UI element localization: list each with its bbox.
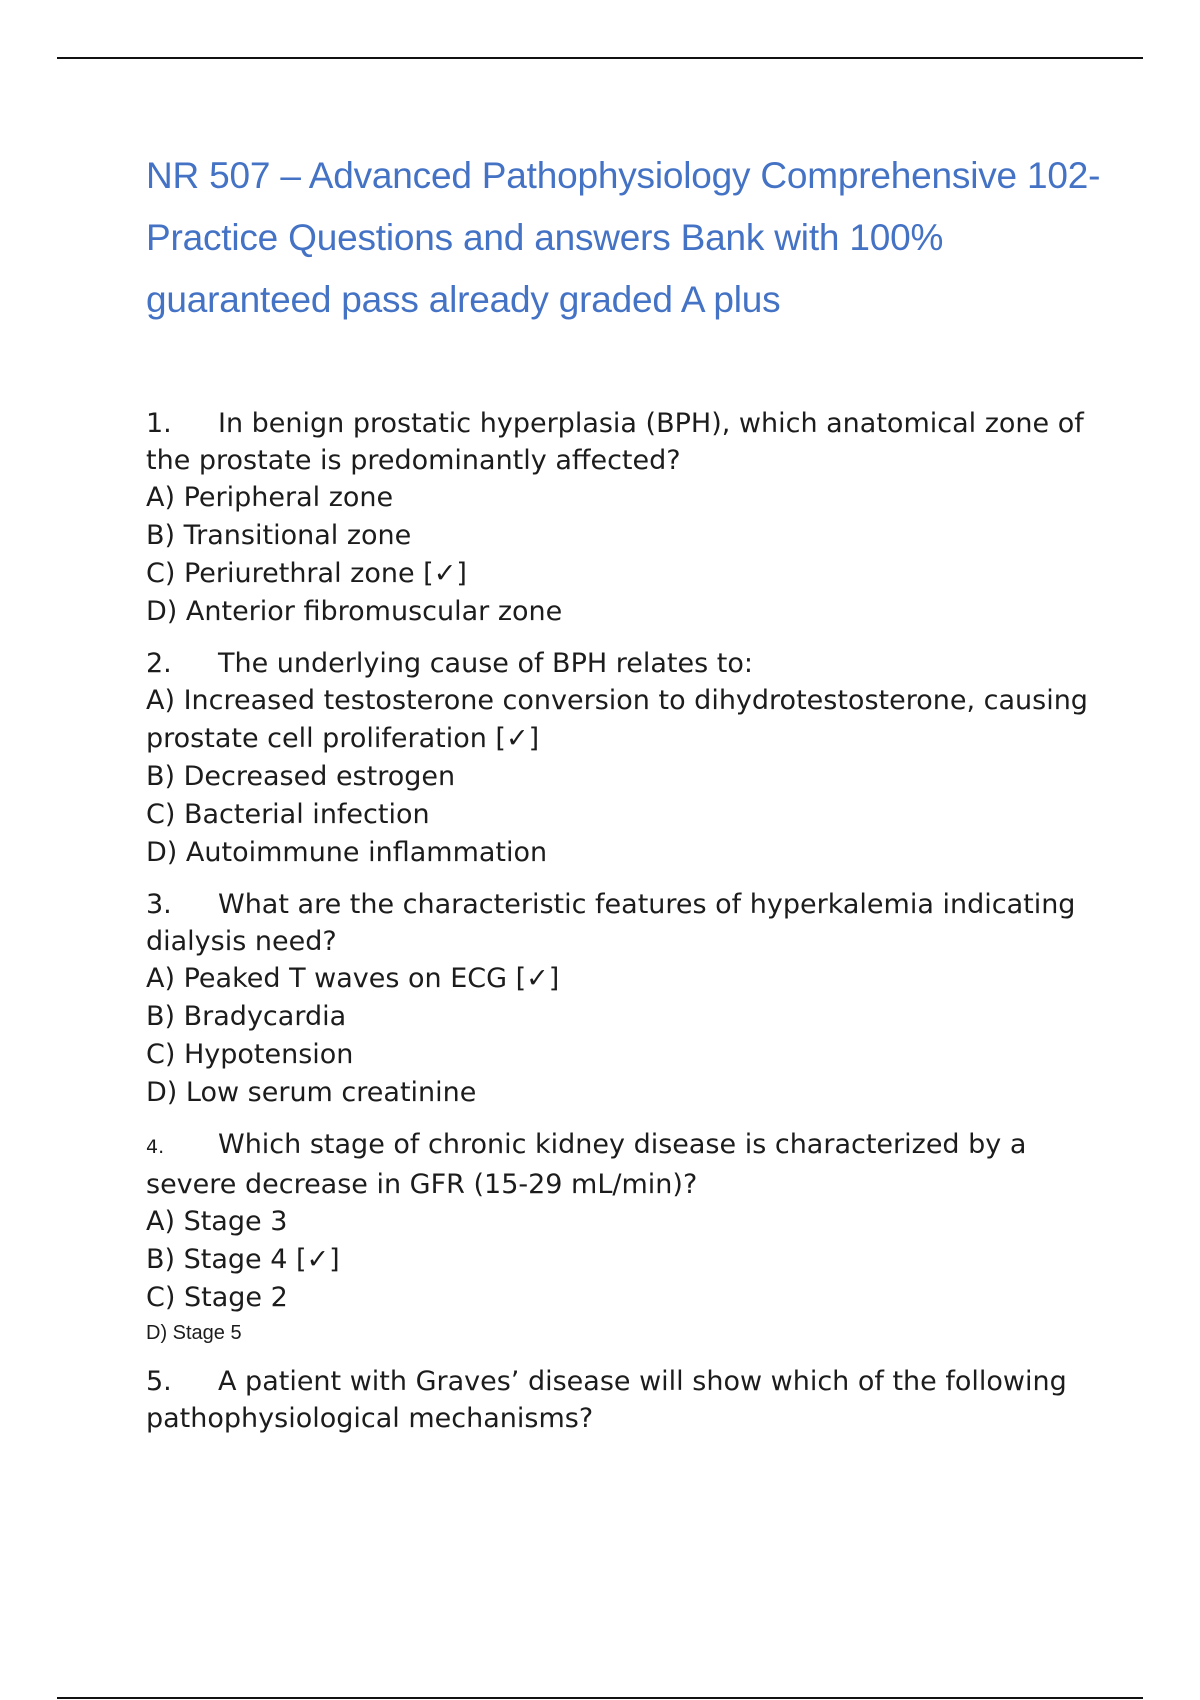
option-a: A) Peripheral zone xyxy=(146,482,394,513)
option-d: D) Low serum creatinine xyxy=(146,1077,477,1108)
header-rule xyxy=(57,57,1143,59)
footer-rule xyxy=(57,1697,1143,1699)
question-text: The underlying cause of BPH relates to: xyxy=(218,648,753,679)
option-b: B) Transitional zone xyxy=(146,520,412,551)
option-a: A) Peaked T waves on ECG [✓] xyxy=(146,963,560,994)
question-text: What are the characteristic features of hyperkalemia indicating dialysis need? xyxy=(146,889,1076,957)
question-number: 2. xyxy=(146,648,172,679)
question-stem xyxy=(146,405,1106,479)
question-2 xyxy=(146,645,1106,872)
question-4 xyxy=(146,1126,1106,1349)
question-stem xyxy=(146,886,1106,960)
option-b: B) Stage 4 [✓] xyxy=(146,1244,340,1275)
option-c: C) Periurethral zone [✓] xyxy=(146,558,467,589)
option-a: A) Increased testosterone conversion to dihydrotestosterone, causing prostate cell proliferation [✓] xyxy=(146,685,1088,754)
question-stem xyxy=(146,1126,1106,1203)
question-text: A patient with Graves’ disease will show which of the following pathophysiological mechanisms? xyxy=(146,1366,1067,1434)
question-stem xyxy=(146,645,1106,682)
option-c: C) Hypotension xyxy=(146,1039,354,1070)
question-5 xyxy=(146,1363,1106,1437)
option-d: D) Stage 5 xyxy=(146,1322,242,1344)
option-c: C) Stage 2 xyxy=(146,1282,288,1313)
question-1 xyxy=(146,405,1106,631)
option-d: D) Anterior fibromuscular zone xyxy=(146,596,563,627)
question-text: In benign prostatic hyperplasia (BPH), which anatomical zone of the prostate is predominantly affected? xyxy=(146,408,1084,476)
option-a: A) Stage 3 xyxy=(146,1206,288,1237)
option-b: B) Bradycardia xyxy=(146,1001,347,1032)
option-d: D) Autoimmune inflammation xyxy=(146,837,548,868)
document-title: NR 507 – Advanced Pathophysiology Comprehensive 102- Practice Questions and answers Bank with 100% guaranteed pass already graded A plus xyxy=(146,155,1101,320)
question-3 xyxy=(146,886,1106,1112)
option-c: C) Bacterial infection xyxy=(146,799,430,830)
question-number: 5. xyxy=(146,1366,172,1397)
question-number: 3. xyxy=(146,889,172,920)
option-b: B) Decreased estrogen xyxy=(146,761,456,792)
question-text: Which stage of chronic kidney disease is characterized by a severe decrease in GFR (15-29 mL/min)? xyxy=(146,1129,1027,1200)
question-number: 4. xyxy=(146,1136,165,1158)
question-stem xyxy=(146,1363,1106,1437)
question-number: 1. xyxy=(146,408,172,439)
question-list xyxy=(146,405,1106,1451)
